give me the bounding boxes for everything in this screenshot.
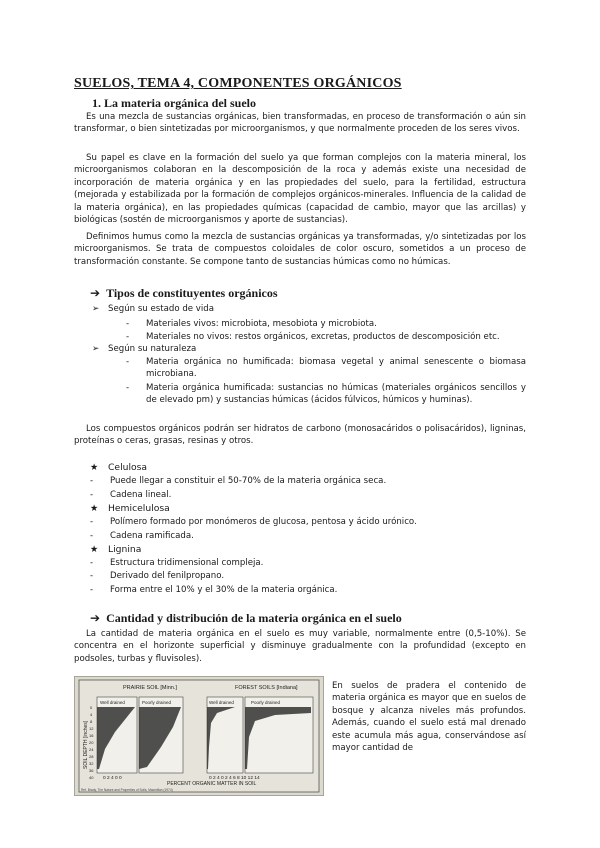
list-item — [90, 571, 224, 581]
dash-bullet-icon: - — [126, 319, 130, 329]
list-item-text: Materia orgánica no humificada: biomasa vegetal y animal senescente o biomasa microbiana. — [146, 357, 526, 380]
paragraph-cantidad: La cantidad de materia orgánica en el suelo es muy variable, normalmente entre (0,5-10%). Se concentra en el horizonte superficial y disminuye gradualmente con la profundidad (excepto en podsoles, turbas y fluvisoles). — [74, 629, 526, 664]
dash-bullet-icon: - — [126, 332, 130, 342]
list-item-text: Materia orgánica humificada: sustancias no húmicas (materiales orgánicos sencillos y de elevado pm) y sustancias húmicas (ácidos fúlvicos, húmicos y huminas). — [146, 383, 526, 406]
list-item — [90, 490, 171, 500]
paragraph-role: Su papel es clave en la formación del suelo ya que forman complejos con la materia mineral, los microorganismos colaboran en la descomposición de la roca y además existe una necesidad de incorporación de materia orgánica y en las propiedades del suelo, para la fertilidad, estructura (mejorada y estabilizada por la formación de complejos orgánicos-minerales. Influencia de la calidad de la materia orgánica), en las propiedades químicas (capacidad de cambio, mayor que las arcillas) y biológicas (sostén de microorganismos y aporte de sustancias). — [74, 153, 526, 226]
section-heading-text: Cantidad y distribución de la materia orgánica en el suelo — [106, 611, 402, 625]
list-item-text: Polímero formado por monómeros de glucosa, pentosa y ácido urónico. — [110, 517, 417, 527]
panel-label: Poorly drained — [251, 700, 281, 705]
list-item-text: Cadena lineal. — [110, 490, 172, 500]
list-item-text: Materiales vivos: microbiota, mesobiota y microbiota. — [146, 319, 377, 329]
y-tick: 40 — [89, 775, 94, 780]
compound-heading-lignina — [90, 544, 141, 555]
y-tick: 24 — [89, 747, 94, 752]
list-item-text: Materiales no vivos: restos orgánicos, excretas, productos de descomposición etc. — [146, 332, 500, 342]
dash-bullet-icon: - — [90, 476, 94, 486]
soil-organic-matter-figure — [74, 676, 324, 796]
section-heading-tipos — [90, 286, 278, 301]
list-group-naturaleza — [92, 344, 196, 354]
list-item — [90, 585, 337, 595]
x-ticks-prairie: 0 2 4 0 0 — [103, 776, 122, 781]
y-tick: 20 — [89, 740, 94, 745]
list-group-estado — [92, 304, 214, 314]
list-item — [90, 517, 417, 527]
y-tick: 12 — [89, 726, 94, 731]
list-item — [126, 356, 526, 381]
compound-name: Hemicelulosa — [108, 503, 170, 514]
list-item — [126, 331, 526, 343]
list-item-text: Derivado del fenilpropano. — [110, 571, 225, 581]
list-item-text: Cadena ramificada. — [110, 531, 194, 541]
y-tick: 32 — [89, 761, 94, 766]
y-tick: 16 — [89, 733, 94, 738]
dash-bullet-icon: - — [90, 558, 94, 568]
section-heading-text: Tipos de constituyentes orgánicos — [106, 286, 278, 300]
compound-name: Celulosa — [108, 462, 148, 473]
list-group-label: Según su naturaleza — [108, 344, 197, 354]
dash-bullet-icon: - — [126, 357, 130, 367]
list-item — [90, 531, 194, 541]
compound-heading-celulosa — [90, 462, 147, 473]
paragraph-humus: Definimos humus como la mezcla de sustancias orgánicas ya transformadas, y/o sintetizadas por los microorganismos. Se trata de compuestos coloidales de color oscuro, sometidos a un proceso de transformación constante. Se compone tanto de sustancias húmicas como no húmicas. — [74, 232, 526, 267]
y-tick: 0 — [90, 705, 93, 710]
chevron-bullet-icon: ➢ — [92, 344, 100, 354]
list-item-text: Puede llegar a constituir el 50-70% de la materia orgánica seca. — [110, 476, 387, 486]
panel-label: Well drained — [209, 700, 234, 705]
paragraph-compuestos: Los compuestos orgánicos podrán ser hidratos de carbono (monosacáridos o polisacáridos), ligninas, proteínas o ceras, grasas, resinas y otros. — [74, 424, 526, 447]
list-item — [126, 318, 526, 330]
list-item — [90, 558, 263, 568]
list-item — [126, 382, 526, 407]
y-axis-label: SOIL DEPTH [inches] — [83, 720, 89, 769]
prairie-title: PRAIRIE SOIL [Minn.] — [123, 685, 177, 691]
arrow-bullet-icon: ➔ — [90, 611, 101, 625]
list-item-text: Estructura tridimensional compleja. — [110, 558, 264, 568]
figure-graphic — [75, 677, 323, 795]
paragraph-pradera: En suelos de pradera el contenido de materia orgánica es mayor que en suelos de bosque y alcanza niveles más profundos. Además, cuando el suelo está mal drenado este acumula más agua, conservándose así mayor cantidad de — [332, 681, 526, 754]
dash-bullet-icon: - — [90, 571, 94, 581]
x-axis-label: PERCENT ORGANIC MATTER IN SOIL — [167, 781, 257, 787]
panel-label: Poorly drained — [142, 700, 172, 705]
figure-caption: Ref. Brady, The Nature and Properties of Soils, Macmillan (1974) — [81, 788, 173, 792]
paragraph-definition: Es una mezcla de sustancias orgánicas, bien transformadas, en proceso de transformación o aún sin transformar, o bien sintetizadas por microorganismos, y que normalmente proceden de los seres vivos. — [74, 112, 526, 135]
chevron-bullet-icon: ➢ — [92, 304, 100, 314]
compound-name: Lignina — [108, 544, 142, 555]
dash-bullet-icon: - — [90, 585, 94, 595]
dash-bullet-icon: - — [90, 490, 94, 500]
y-tick: 4 — [90, 712, 93, 717]
star-icon: ★ — [90, 503, 99, 514]
y-tick: 36 — [89, 768, 94, 773]
list-group-label: Según su estado de vida — [108, 304, 214, 314]
list-item — [90, 476, 386, 486]
x-ticks-forest: 0 2 4 0 2 4 6 8 10 12 14 — [209, 776, 260, 781]
page-title: SUELOS, TEMA 4, COMPONENTES ORGÁNICOS — [74, 76, 402, 91]
list-item-text: Forma entre el 10% y el 30% de la materia orgánica. — [110, 585, 338, 595]
section-heading-materia-organica: 1. La materia orgánica del suelo — [92, 96, 256, 110]
star-icon: ★ — [90, 544, 99, 555]
panel-label: Well drained — [100, 700, 125, 705]
y-tick: 8 — [90, 719, 93, 724]
section-heading-cantidad — [90, 611, 402, 626]
arrow-bullet-icon: ➔ — [90, 286, 101, 300]
y-tick: 28 — [89, 754, 94, 759]
star-icon: ★ — [90, 462, 99, 473]
dash-bullet-icon: - — [126, 383, 130, 393]
dash-bullet-icon: - — [90, 531, 94, 541]
forest-title: FOREST SOILS [Indiana] — [235, 685, 298, 691]
dash-bullet-icon: - — [90, 517, 94, 527]
compound-heading-hemicelulosa — [90, 503, 170, 514]
